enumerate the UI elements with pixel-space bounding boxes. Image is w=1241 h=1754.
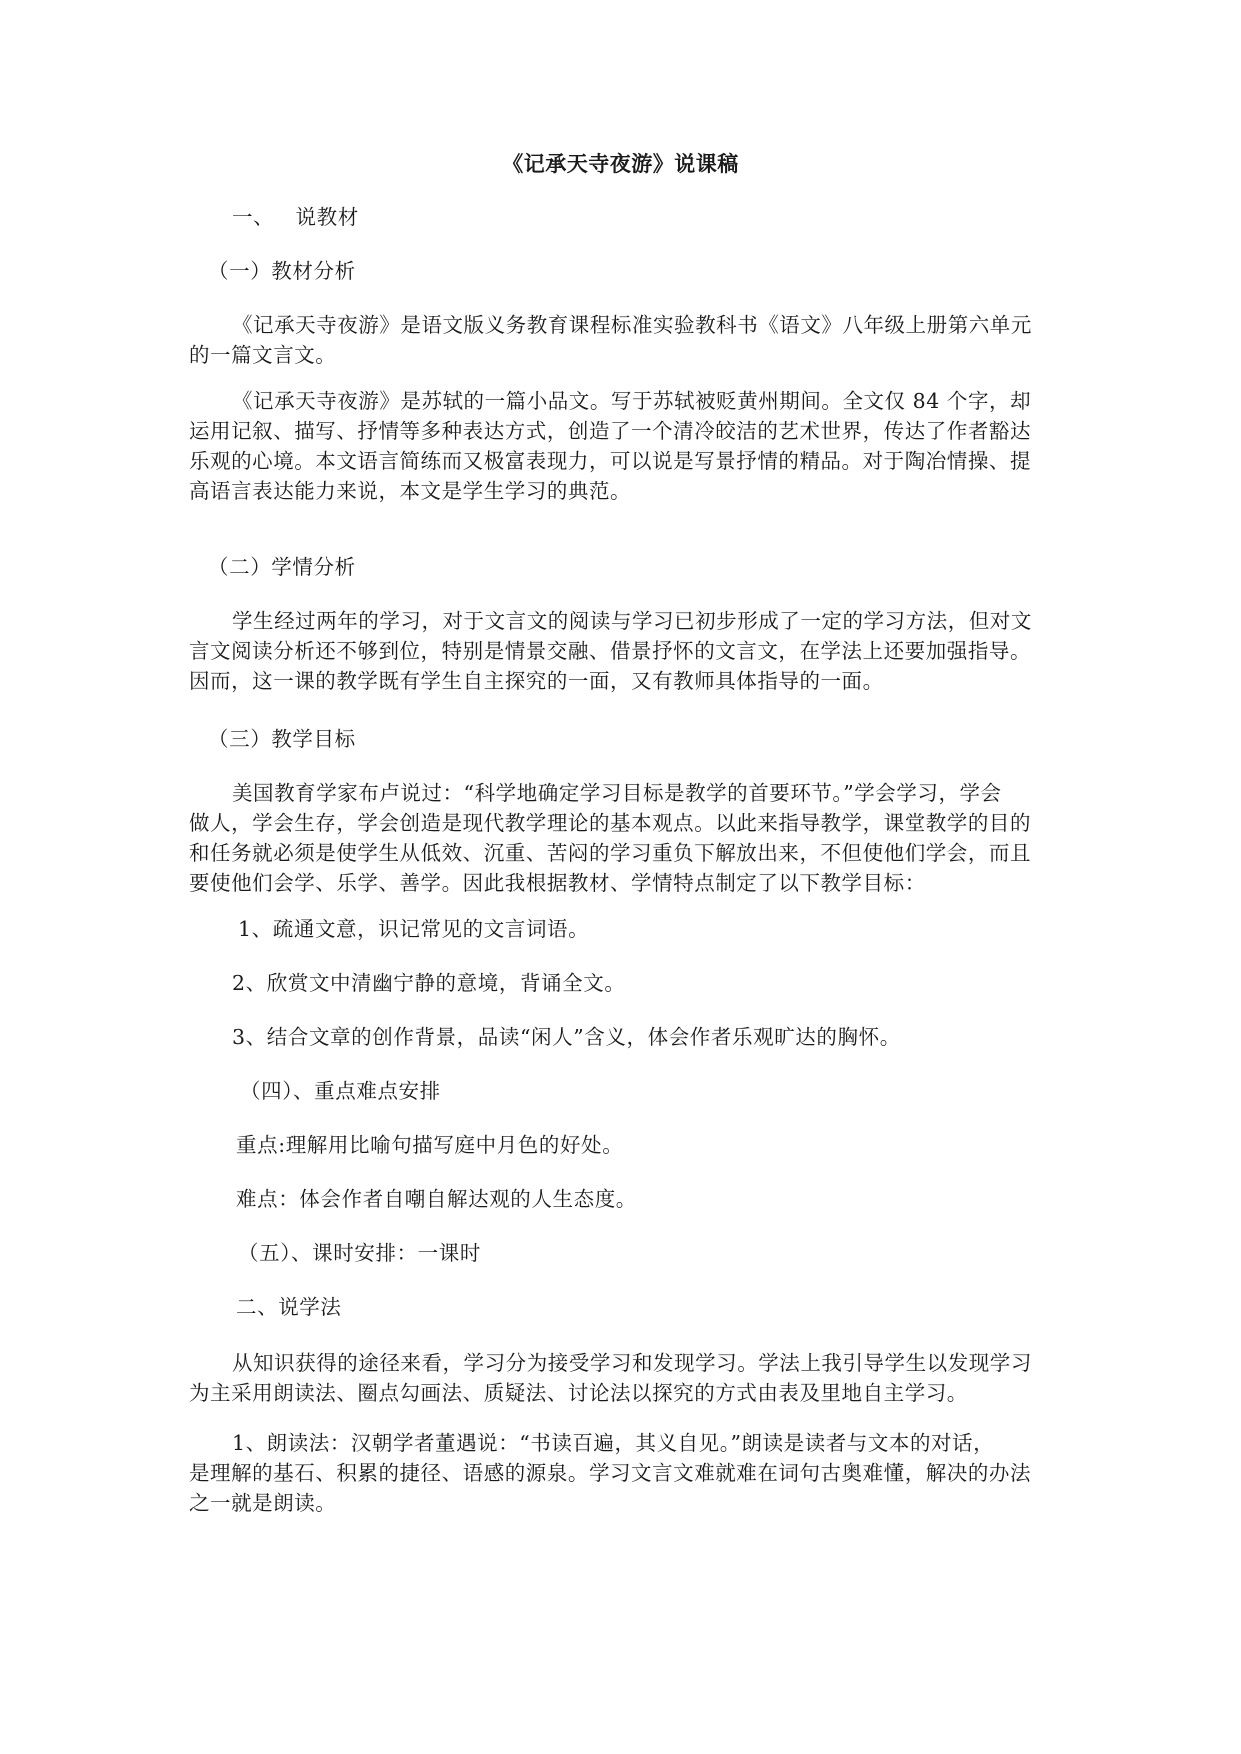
paragraph-textbook-intro [189, 310, 1059, 370]
paragraph-line: 的一篇文言文。 [189, 343, 337, 367]
paragraph-line: 做人，学会生存，学会创造是现代教学理论的基本观点。以此来指导教学，课堂教学的目的 [189, 811, 1031, 835]
paragraph-line: 运用记叙、描写、抒情等多种表达方式，创造了一个清冷皎洁的艺术世界，传达了作者豁达 [189, 419, 1031, 443]
paragraph-line: 为主采用朗读法、圈点勾画法、质疑法、讨论法以探究的方式由表及里地自主学习。 [189, 1381, 968, 1405]
paragraph-line: 因而，这一课的教学既有学生自主探究的一面，又有教师具体指导的一面。 [189, 669, 884, 693]
paragraph-line: 和任务就必须是使学生从低效、沉重、苦闷的学习重负下解放出来，不但使他们学会，而且 [189, 841, 1031, 865]
goal-item-1: 1、疏通文意，识记常见的文言词语。 [238, 917, 590, 941]
paragraph-reading-method [189, 1428, 1059, 1518]
subheading-student-analysis: （二）学情分析 [208, 555, 356, 579]
subheading-teaching-goals: （三）教学目标 [208, 727, 356, 751]
paragraph-text-description [189, 386, 1059, 506]
paragraph-line: 要使他们会学、乐学、善学。因此我根据教材、学情特点制定了以下教学目标： [189, 871, 926, 895]
paragraph-line: 学生经过两年的学习，对于文言文的阅读与学习已初步形成了一定的学习方法，但对文 [232, 609, 1032, 633]
goal-item-3: 3、结合文章的创作背景，品读“闲人”含义，体会作者乐观旷达的胸怀。 [232, 1025, 901, 1049]
paragraph-line: 美国教育学家布卢说过：“科学地确定学习目标是教学的首要环节。”学会学习，学会 [232, 781, 1002, 805]
paragraph-line: 高语言表达能力来说，本文是学生学习的典范。 [189, 479, 632, 503]
paragraph-teaching-goals [189, 778, 1059, 898]
paragraph-line: 《记承天寺夜游》是语文版义务教育课程标准实验教科书《语文》八年级上册第六单元 [232, 313, 1032, 337]
section-heading-1: 一、 说教材 [232, 205, 359, 229]
paragraph-line: 乐观的心境。本文语言简练而又极富表现力，可以说是写景抒情的精品。对于陶冶情操、提 [189, 449, 1031, 473]
subheading-class-hours: （五）、课时安排：一课时 [238, 1241, 481, 1265]
document-title: 《记承天寺夜游》说课稿 [502, 151, 739, 176]
paragraph-line: 1、朗读法：汉朝学者董遇说：“书读百遍，其义自见。”朗读是读者与文本的对话， [232, 1431, 995, 1455]
paragraph-line: 是理解的基石、积累的捷径、语感的源泉。学习文言文难就难在词句古奥难懂，解决的办法 [189, 1461, 1031, 1485]
goal-item-2: 2、欣赏文中清幽宁静的意境，背诵全文。 [232, 971, 626, 995]
paragraph-line: 之一就是朗读。 [189, 1491, 337, 1515]
paragraph-line: 从知识获得的途径来看，学习分为接受学习和发现学习。学法上我引导学生以发现学习 [232, 1351, 1032, 1375]
paragraph-student-analysis [189, 606, 1059, 696]
key-point-text: 重点:理解用比喻句描写庭中月色的好处。 [236, 1133, 624, 1157]
paragraph-learning-methods [189, 1348, 1059, 1408]
difficult-point-text: 难点：体会作者自嘲自解达观的人生态度。 [236, 1187, 637, 1211]
paragraph-line: 言文阅读分析还不够到位，特别是情景交融、借景抒怀的文言文，在学法上还要加强指导。 [189, 639, 1031, 663]
subheading-key-points: （四）、重点难点安排 [240, 1079, 441, 1103]
section-heading-2: 二、说学法 [236, 1295, 342, 1319]
paragraph-line: 《记承天寺夜游》是苏轼的一篇小品文。写于苏轼被贬黄州期间。全文仅 84 个字，却 [232, 389, 1032, 413]
subheading-textbook-analysis: （一）教材分析 [208, 259, 356, 283]
